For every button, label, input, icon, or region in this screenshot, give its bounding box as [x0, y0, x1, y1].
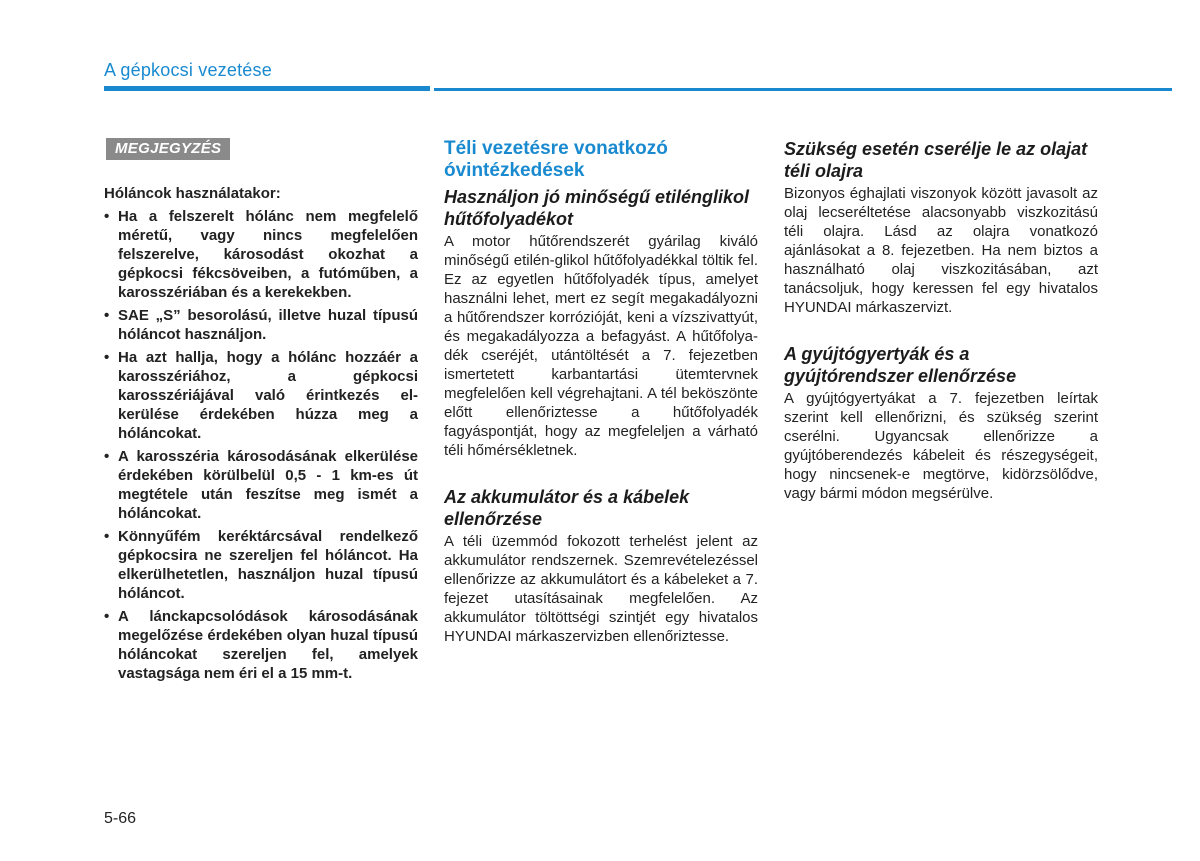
spark-plug-paragraph: A gyújtógyertyákat a 7. fejezetben leírtak szerint kell ellenőrizni, és szükség szerint cserélni. Ugyancsak ellenőrizze a gyújtóberendezés kábeleit és részegységeit, hogy nincsenek-e megtörve, kidörzsölődve, vagy bármi módon megsérülve. — [784, 390, 1098, 502]
list-item: • Könnyűfém keréktárcsával rendelkező gépkocsira ne szereljen fel hóláncot. Ha elkerülhetetlen, használjon huzal típusú hóláncot. — [104, 527, 418, 603]
column-middle — [444, 138, 758, 646]
battery-paragraph: A téli üzemmód fokozott terhelést jelent az akkumulátor rendszernek. Szemrevételezéssel ellenőrizze az akkumulátort és a kábeleket a 7. fejezet utasításainak megfelelően. Az akkumulátor töltöttségi szintjét egy hivatalos HYUNDAI márkaszervizben ellenőriztesse. — [444, 533, 758, 645]
oil-subheading: Szükség esetén cserélje le az olajat téli olajra — [784, 139, 1088, 181]
list-item: • A lánckapcsolódások károsodásának megelőzése érdekében olyan huzal típusú hóláncokat szereljen fel, amelyek vastagsága nem éri el a 15 mm-t. — [104, 607, 418, 683]
note-list — [104, 207, 418, 683]
header-rule-left — [104, 86, 430, 91]
winter-driving-heading: Téli vezetésre vonatkozó óvintézkedések — [444, 138, 668, 181]
page-number: 5-66 — [104, 810, 137, 827]
oil-paragraph: Bizonyos éghajlati viszonyok között javasolt az olaj lecseréltetése alacsonyabb viszkozitású téli olajra. Lásd az olajra vonatkozó ajánlásokat a 8. fejezetben. Ha nem biztos a használható olaj viszkozitásában, azt tanácsoljuk, hogy keressen fel egy hivatalos HYUNDAI márkaszervizt. — [784, 185, 1098, 316]
list-item: • SAE „S” besorolású, illetve huzal típusú hóláncot használjon. — [104, 306, 418, 344]
column-left — [104, 138, 418, 687]
note-intro: Hóláncok használatakor: — [104, 185, 281, 202]
note-badge: MEGJEGYZÉS — [106, 138, 230, 160]
battery-subheading: Az akkumulátor és a kábelek ellenőrzése — [444, 487, 690, 529]
coolant-subheading: Használjon jó minőségű etilénglikol hűtőfolyadékot — [444, 187, 750, 229]
coolant-paragraph: A motor hűtőrendszerét gyárilag kiváló minőségű etilén-glikol hűtőfolyadékkal töltik fel. Ez az egyetlen hűtőfolyadék típus, amelyet használni lehet, mert ez segít megakadályozni a hűtőrendszer korrózióját, keni a vízszivattyút, és megakadályozza a befagyást. A hűtőfolyadék cseréjét, utántöltését a 7. fejezetben ismertetett karbantartási ütemtervnek megfelelően kell végrehajtani. A tél beköszönte előtt ellenőriztesse a hűtőfolyadék fagyáspontját, hogy az megfeleljen a várható téli hőmérsékletnek. — [444, 233, 758, 459]
list-item: • Ha a felszerelt hólánc nem megfelelő méretű, vagy nincs megfelelően felszerelve, károsodást okozhat a gépkocsi fékcsöveiben, a futóműben, a karosszériában és a kerekekben. — [104, 207, 418, 302]
list-item: • Ha azt hallja, hogy a hólánc hozzáér a karosszériához, a gépkocsi karosszériájával való érintkezés elkerülése érdekében húzza meg a hóláncokat. — [104, 348, 418, 443]
spark-plug-subheading: A gyújtógyertyák és a gyújtórendszer ellenőrzése — [784, 344, 1017, 386]
column-right — [784, 138, 1098, 503]
section-title: A gépkocsi vezetése — [104, 60, 272, 80]
header-rule-right — [434, 88, 1172, 91]
list-item: • A karosszéria károsodásának elkerülése érdekében körülbelül 0,5 - 1 km-es út megtétele után feszítse meg ismét a hóláncokat. — [104, 447, 418, 523]
